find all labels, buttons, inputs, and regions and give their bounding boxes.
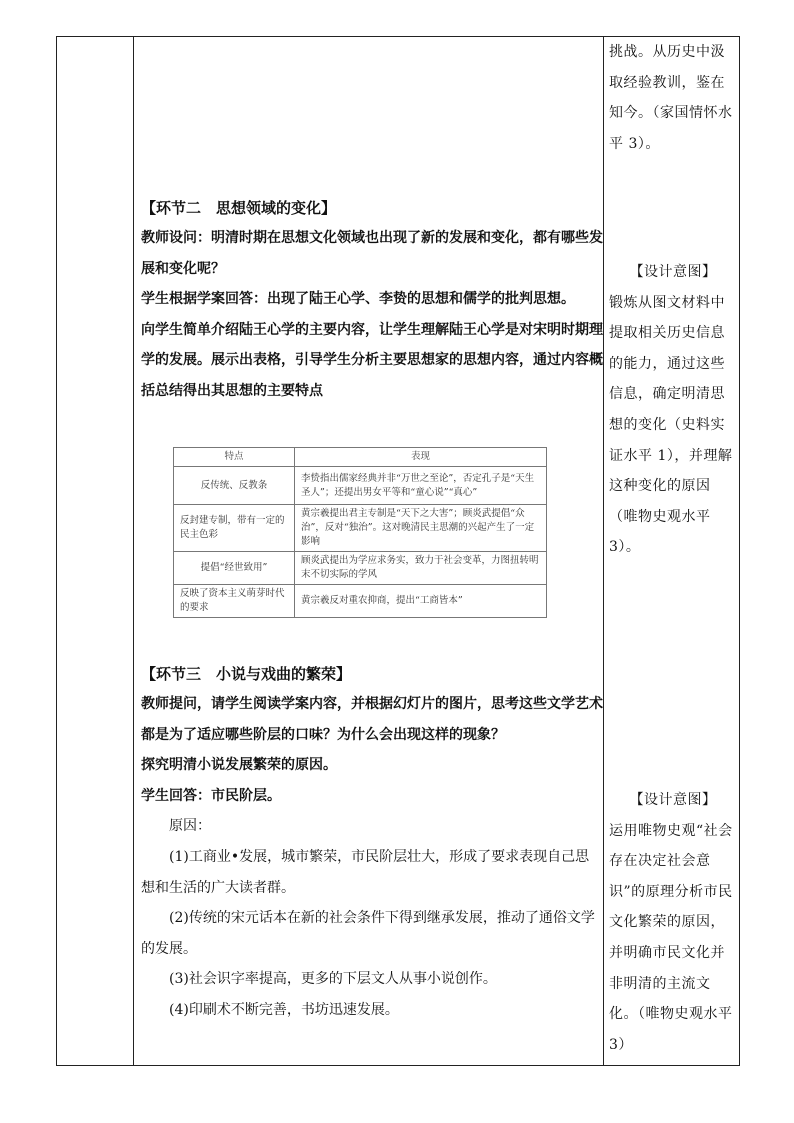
design-note-continued-text: 挑战。从历史中汲取经验教训，鉴在知今。（家国情怀水平 3）。 (609, 44, 733, 152)
table-header-row (174, 448, 547, 467)
section-2-design-note (609, 257, 737, 563)
reasons-label: 原因： (169, 818, 211, 835)
section-3-student-answer (141, 781, 603, 812)
section-3-heading: 【环节三 小说与戏曲的繁荣】 (141, 665, 352, 683)
section-3-teacher-question: 教师提问，请学生阅读学案内容，并根据幻灯片的图片，思考这些文学艺术都是为了适应哪些阶层的口味？为什么会出现这样的现象？ (141, 696, 603, 743)
thought-characteristics-table (173, 447, 547, 618)
table-cell-feature: 反封建专制，带有一定的民主色彩 (174, 505, 295, 552)
table-cell-feature: 提倡“经世致用” (174, 552, 295, 585)
section-2-student-answer: 学生根据学案回答：出现了陆王心学、李贽的思想和儒学的批判思想。 (141, 291, 575, 308)
section-3-design-note (609, 785, 737, 1060)
section-2-intro: 向学生简单介绍陆王心学的主要内容，让学生理解陆王心学是对宋明时期理学的发展。展示出表格，引导学生分析主要思想家的思想内容，通过内容概括总结得出其思想的主要特点 (141, 321, 603, 399)
section-2-teacher-question: 教师设问：明清时期在思想文化领域也出现了新的发展和变化，都有哪些发展和变化呢？ (141, 230, 603, 277)
design-note-title: 【设计意图】 (629, 792, 717, 808)
section-3-explore: 探究明清小说发展繁荣的原因。 (141, 757, 337, 774)
section-2-heading: 【环节二 思想领域的变化】 (141, 199, 337, 217)
section-2 (141, 193, 603, 407)
reason-item: (1)工商业•发展，城市繁荣，市民阶层壮大，形成了要求表现自己思想和生活的广大读者群。 (141, 848, 590, 896)
design-note-text: 锻炼从图文材料中提取相关历史信息的能力，通过这些信息，确定明清思想的变化（史料实证水平 1），并理解这种变化的原因（唯物史观水平 3）。 (609, 294, 733, 556)
table-row (174, 467, 547, 505)
table-cell-feature: 反映了资本主义萌芽时代的要求 (174, 585, 295, 618)
table-row (174, 505, 547, 552)
reason-item: (3)社会识字率提高，更多的下层文人从事小说创作。 (169, 971, 497, 988)
design-note-text: 运用唯物史观“社会存在决定社会意识”的原理分析市民文化繁荣的原因，并明确市民文化并非明清的主流文化。（唯物史观水平 3） (609, 822, 733, 1053)
design-note-continued (609, 37, 737, 159)
table-cell-manifestation: 李贽指出儒家经典并非“万世之至论”，否定孔子是“天生圣人”；还提出男女平等和“童心说”“真心” (295, 467, 547, 505)
table-cell-manifestation: 顾炎武提出为学应求务实，致力于社会变革，力图扭转明末不切实际的学风 (295, 552, 547, 585)
table-header-feature: 特点 (174, 448, 295, 467)
table-row (174, 585, 547, 618)
table-cell-feature: 反传统、反教条 (174, 467, 295, 505)
design-note-title: 【设计意图】 (629, 264, 717, 280)
column-divider-right (603, 37, 604, 1065)
lesson-table (56, 36, 740, 1066)
table-row (174, 552, 547, 585)
table-header-manifestation: 表现 (295, 448, 547, 467)
reason-item: (4)印刷术不断完善，书坊迅速发展。 (169, 1001, 399, 1018)
table-cell-manifestation: 黄宗羲提出君主专制是“天下之大害”；顾炎武提倡“众治”，反对“独治”。这对晚清民主思潮的兴起产生了一定影响 (295, 505, 547, 552)
section-3 (141, 659, 603, 1026)
student-answer-text: 学生回答：市民阶层。 (141, 787, 281, 804)
table-cell-manifestation: 黄宗羲反对重农抑商，提出“工商皆本” (295, 585, 547, 618)
reason-item: (2)传统的宋元话本在新的社会条件下得到继承发展，推动了通俗文学的发展。 (141, 910, 595, 957)
column-divider-left (133, 37, 134, 1065)
